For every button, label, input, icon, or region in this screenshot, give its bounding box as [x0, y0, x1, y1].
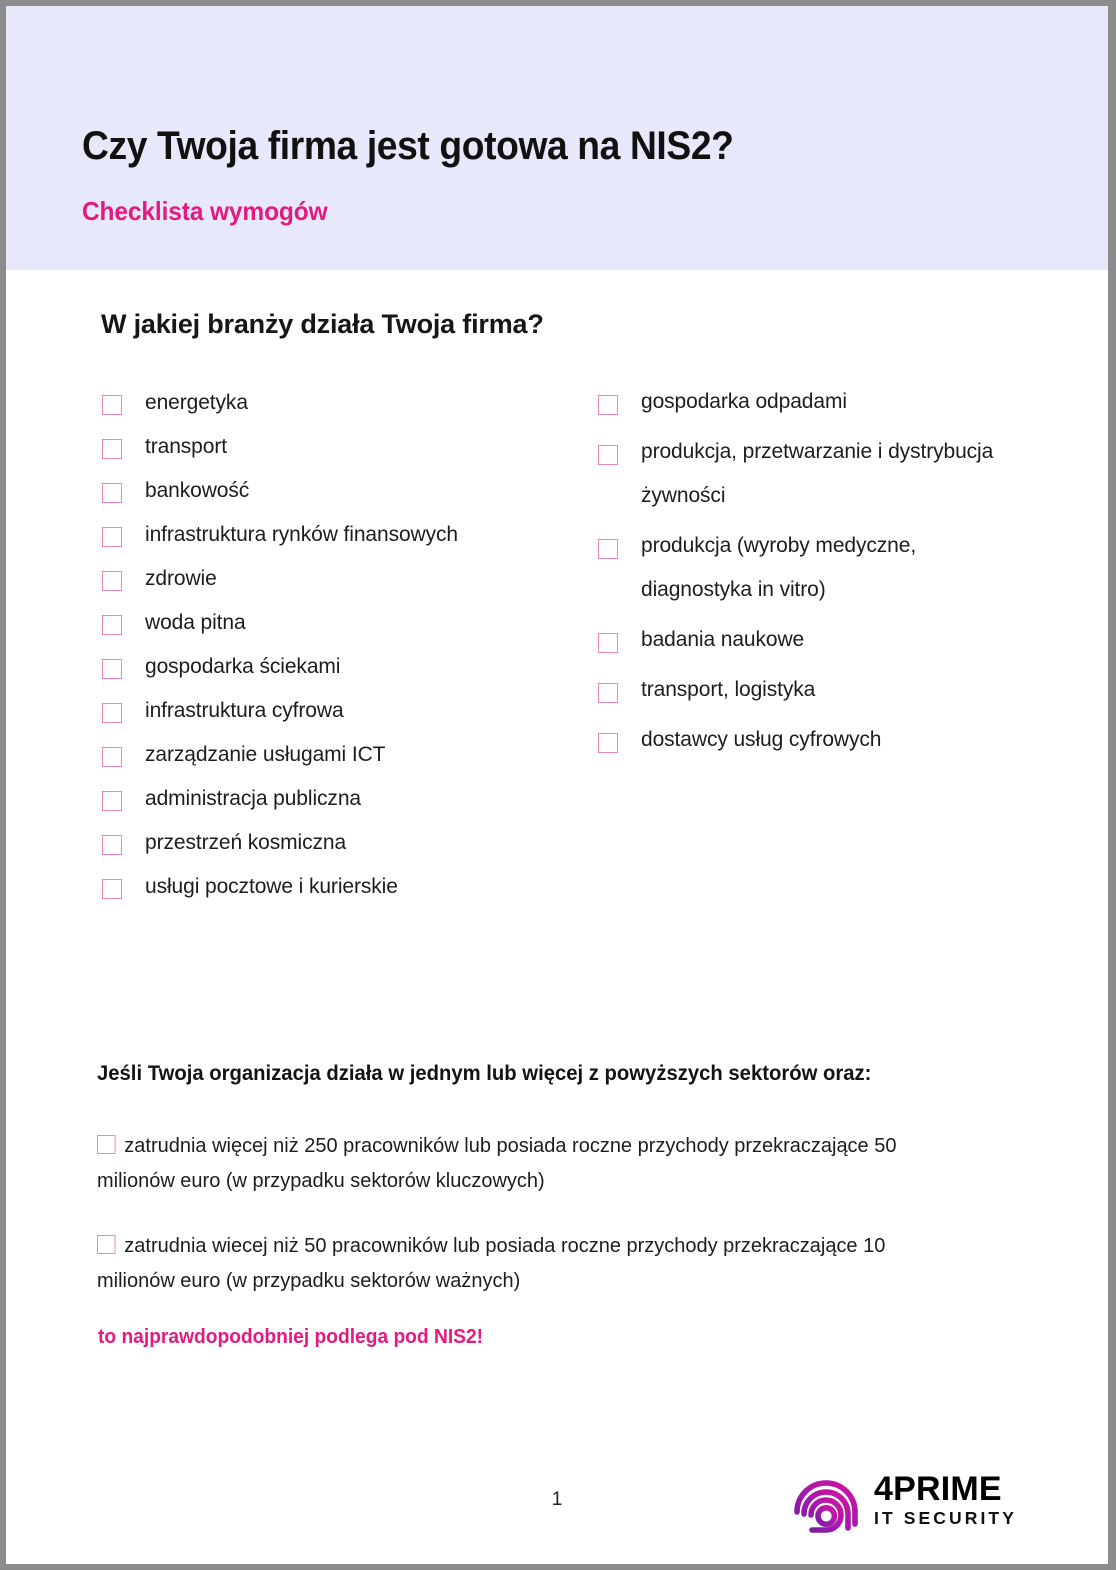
checklist-item-label: gospodarka ściekami [145, 655, 341, 678]
checkbox-icon[interactable] [102, 615, 122, 635]
checkbox-icon[interactable] [102, 703, 122, 723]
section-heading: W jakiej branży działa Twoja firma? [101, 309, 544, 339]
checklist-item[interactable] [598, 535, 1018, 612]
checklist-item[interactable] [102, 655, 572, 679]
checklist-item[interactable] [102, 831, 572, 855]
checkbox-icon[interactable] [102, 527, 122, 547]
checkbox-icon[interactable] [102, 791, 122, 811]
checklist-item-label: produkcja (wyroby medyczne, diagnostyka in vitro) [641, 534, 917, 601]
checklist-item[interactable] [102, 611, 572, 635]
company-logo [792, 1458, 1042, 1544]
checklist-item-label: przestrzeń kosmiczna [145, 831, 347, 854]
checklist-item-label: zdrowie [145, 567, 217, 590]
checklist-item-label: infrastruktura cyfrowa [145, 699, 344, 722]
header-banner [6, 6, 1108, 270]
checklist-item[interactable] [102, 699, 572, 723]
logo-name: 4PRIME [874, 1469, 1002, 1508]
sector-list-right-column [598, 391, 1018, 779]
checklist-item-label: produkcja, przetwarzanie i dystrybucja żywności [641, 440, 994, 507]
logo-wordmark [874, 1469, 1017, 1531]
checkbox-icon[interactable] [598, 683, 618, 703]
checklist-item[interactable] [102, 743, 572, 767]
checkbox-icon[interactable] [598, 633, 618, 653]
checkbox-icon[interactable] [598, 539, 618, 559]
fingerprint-icon [792, 1462, 860, 1540]
checklist-item[interactable] [102, 567, 572, 591]
qualification-conclusion: to najprawdopodobniej podlega pod NIS2! [98, 1326, 484, 1348]
page-number: 1 [551, 1489, 563, 1510]
checklist-item-label: energetyka [145, 391, 248, 414]
checklist-item-label: usługi pocztowe i kurierskie [145, 875, 398, 898]
checklist-item[interactable] [598, 629, 1018, 662]
checkbox-icon[interactable] [102, 659, 122, 679]
checklist-item-label: woda pitna [145, 611, 246, 634]
checklist-item[interactable] [102, 391, 572, 415]
checklist-item[interactable] [102, 479, 572, 503]
checklist-item[interactable] [598, 729, 1018, 762]
qualification-criterion-1[interactable] [97, 1128, 955, 1198]
qualification-criterion-2[interactable] [97, 1228, 955, 1298]
checkbox-icon[interactable] [102, 747, 122, 767]
checkbox-icon[interactable] [102, 395, 122, 415]
qualification-criterion-label: zatrudnia wiecej niż 50 pracowników lub posiada roczne przychody przekraczające 10 milionów euro (w przypadku sektorów ważnych) [97, 1234, 886, 1292]
logo-tagline: IT SECURITY [874, 1508, 1017, 1529]
checklist-item[interactable] [102, 787, 572, 811]
checklist-item-label: transport, logistyka [641, 678, 816, 701]
checklist-item[interactable] [102, 523, 572, 547]
checkbox-icon[interactable] [102, 835, 122, 855]
checkbox-icon[interactable] [102, 571, 122, 591]
checklist-item-label: infrastruktura rynków finansowych [145, 523, 458, 546]
checkbox-icon[interactable] [598, 395, 618, 415]
checklist-item-label: gospodarka odpadami [641, 390, 847, 413]
page-subtitle: Checklista wymogów [82, 196, 328, 226]
qualification-heading: Jeśli Twoja organizacja działa w jednym lub więcej z powyższych sektorów oraz: [97, 1062, 872, 1085]
checklist-item[interactable] [598, 679, 1018, 712]
checkbox-icon[interactable] [102, 439, 122, 459]
checklist-item-label: administracja publiczna [145, 787, 361, 810]
checklist-item-label: zarządzanie usługami ICT [145, 743, 386, 766]
checklist-item[interactable] [598, 391, 1018, 424]
checklist-item[interactable] [102, 875, 572, 899]
checklist-item-label: badania naukowe [641, 628, 805, 651]
checkbox-icon[interactable] [598, 733, 618, 753]
qualification-criterion-label: zatrudnia więcej niż 250 pracowników lub posiada roczne przychody przekraczające 50 milionów euro (w przypadku sektorów kluczowych) [97, 1134, 897, 1192]
checklist-item-label: dostawcy usług cyfrowych [641, 728, 882, 751]
checklist-item[interactable] [598, 441, 1018, 518]
checkbox-icon[interactable] [598, 445, 618, 465]
checkbox-icon[interactable] [102, 483, 122, 503]
checkbox-icon[interactable] [97, 1135, 116, 1154]
checklist-item-label: bankowość [145, 479, 250, 502]
checklist-item-label: transport [145, 435, 227, 458]
checklist-item[interactable] [102, 435, 572, 459]
page-title: Czy Twoja firma jest gotowa na NIS2? [82, 124, 734, 168]
checkbox-icon[interactable] [97, 1235, 116, 1254]
sector-list-left-column [102, 391, 572, 919]
document-page [6, 6, 1108, 1564]
checkbox-icon[interactable] [102, 879, 122, 899]
